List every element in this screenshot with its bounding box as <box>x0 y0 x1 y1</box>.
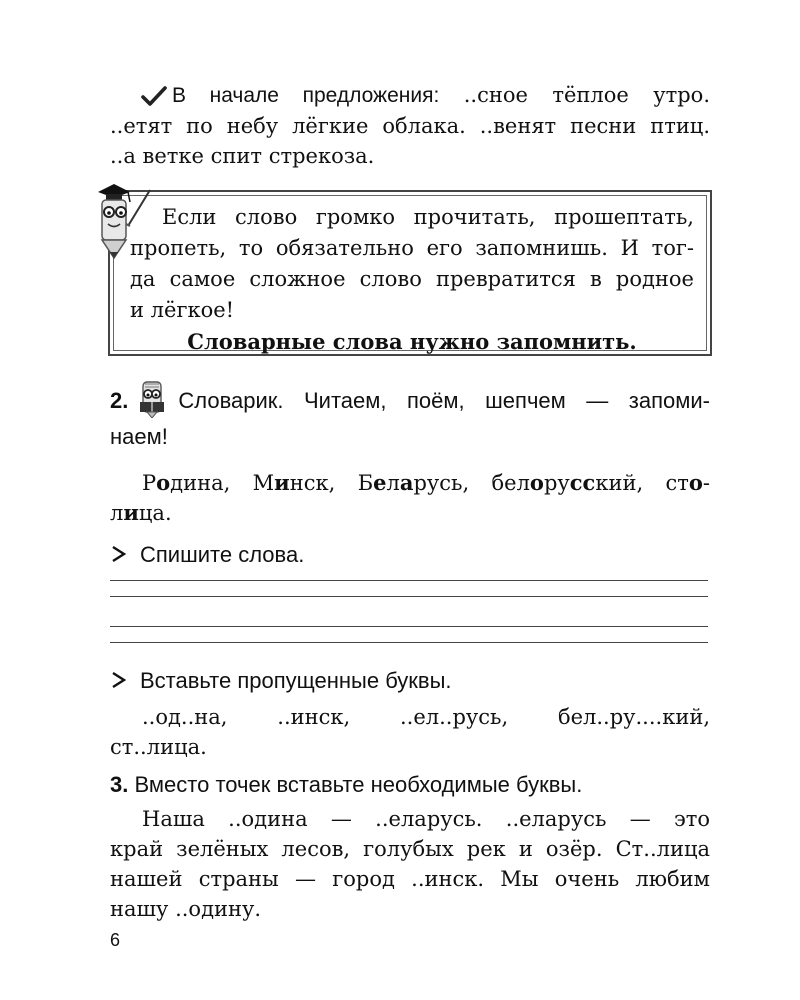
exercise-3-text <box>110 804 710 924</box>
exercise-3-line-1: Наша ..одина — ..еларусь. ..еларусь — это <box>142 807 710 831</box>
highlighted-letter: а <box>399 470 414 495</box>
exercise-3-line-2: край зелёных лесов, голубых рек и озёр. Ст..лица <box>110 837 710 861</box>
word-fragment: ру <box>543 471 570 495</box>
word-fragment: л <box>386 471 400 495</box>
page-number: 6 <box>110 930 121 950</box>
word-fragment: дина, <box>170 471 253 495</box>
vocabulary-line-2 <box>110 498 710 528</box>
rule-bold-line: Словарные слова нужно запомнить. <box>187 329 637 354</box>
check-paragraph <box>110 80 710 171</box>
task-insert-label: Вставьте пропущенные буквы. <box>140 668 452 693</box>
highlighted-letter: о <box>156 470 171 495</box>
gapped-words-line-2: ст..лица. <box>110 735 207 759</box>
task-copy-words <box>110 541 304 569</box>
word-fragment: л <box>110 501 124 525</box>
highlighted-letter: е <box>373 470 387 495</box>
vocabulary-line-1 <box>110 468 710 498</box>
rule-box <box>108 190 712 356</box>
word-fragment: русь, <box>413 471 492 495</box>
vocabulary-words <box>110 468 710 528</box>
check-line-3: ..а ветке спит стрекоза. <box>110 144 375 168</box>
arrow-bullet-icon <box>110 545 128 563</box>
exercise-2-number: 2. <box>110 388 129 413</box>
mascot-reading-icon <box>132 378 172 418</box>
word-fragment: кий, <box>595 471 666 495</box>
exercise-2-heading <box>110 378 710 455</box>
mascot-icon <box>92 180 154 260</box>
highlighted-letter: сс <box>569 470 596 495</box>
word-fragment: ст <box>665 471 689 495</box>
exercise-2-heading-line-2: наем! <box>110 424 168 449</box>
highlighted-letter: о <box>529 470 544 495</box>
word-fragment: ца. <box>138 501 172 525</box>
highlighted-letter: и <box>123 500 139 525</box>
word-fragment: Б <box>357 471 374 495</box>
rule-line-3: да самое сложное слово превратится в родное <box>130 267 694 291</box>
writing-line[interactable] <box>110 642 708 643</box>
check-line-1-rest: ..сное тёплое утро. <box>463 83 710 107</box>
rule-line-2: пропеть, то обязательно его запомнишь. И тог- <box>130 236 694 260</box>
exercise-3-line-3: нашей страны — город ..инск. Мы очень любим <box>110 867 710 891</box>
check-line-1-start: В начале предложения: <box>172 84 440 107</box>
word-fragment: М <box>252 471 275 495</box>
arrow-bullet-icon <box>110 671 128 689</box>
rule-text <box>130 202 694 357</box>
highlighted-letter: о <box>688 470 703 495</box>
word-fragment: нск, <box>289 471 358 495</box>
highlighted-letter: и <box>274 470 290 495</box>
writing-line[interactable] <box>110 580 708 581</box>
gapped-words <box>110 702 710 762</box>
writing-line[interactable] <box>110 626 708 627</box>
check-line-2: ..етят по небу лёгкие облака. ..венят песни птиц. <box>110 114 710 138</box>
rule-line-1: Если слово громко прочитать, прошептать, <box>162 205 694 229</box>
word-fragment: Р <box>142 471 157 495</box>
exercise-2-heading-line-1: Словарик. Читаем, поём, шепчем — запоми- <box>178 388 710 413</box>
exercise-3-heading <box>110 770 582 800</box>
task-copy-label: Спишите слова. <box>140 542 305 567</box>
exercise-3-line-4: нашу ..одину. <box>110 897 262 921</box>
exercise-3-heading-text: Вместо точек вставьте необходимые буквы. <box>134 772 583 797</box>
task-insert-letters <box>110 667 452 695</box>
rule-line-4: и лёгкое! <box>130 298 235 322</box>
word-fragment: - <box>702 471 711 495</box>
exercise-3-number: 3. <box>110 772 129 797</box>
writing-line[interactable] <box>110 596 708 597</box>
gapped-words-line-1: ..од..на, ..инск, ..ел..русь, бел..ру....кий, <box>142 705 710 729</box>
word-fragment: бел <box>491 471 530 495</box>
